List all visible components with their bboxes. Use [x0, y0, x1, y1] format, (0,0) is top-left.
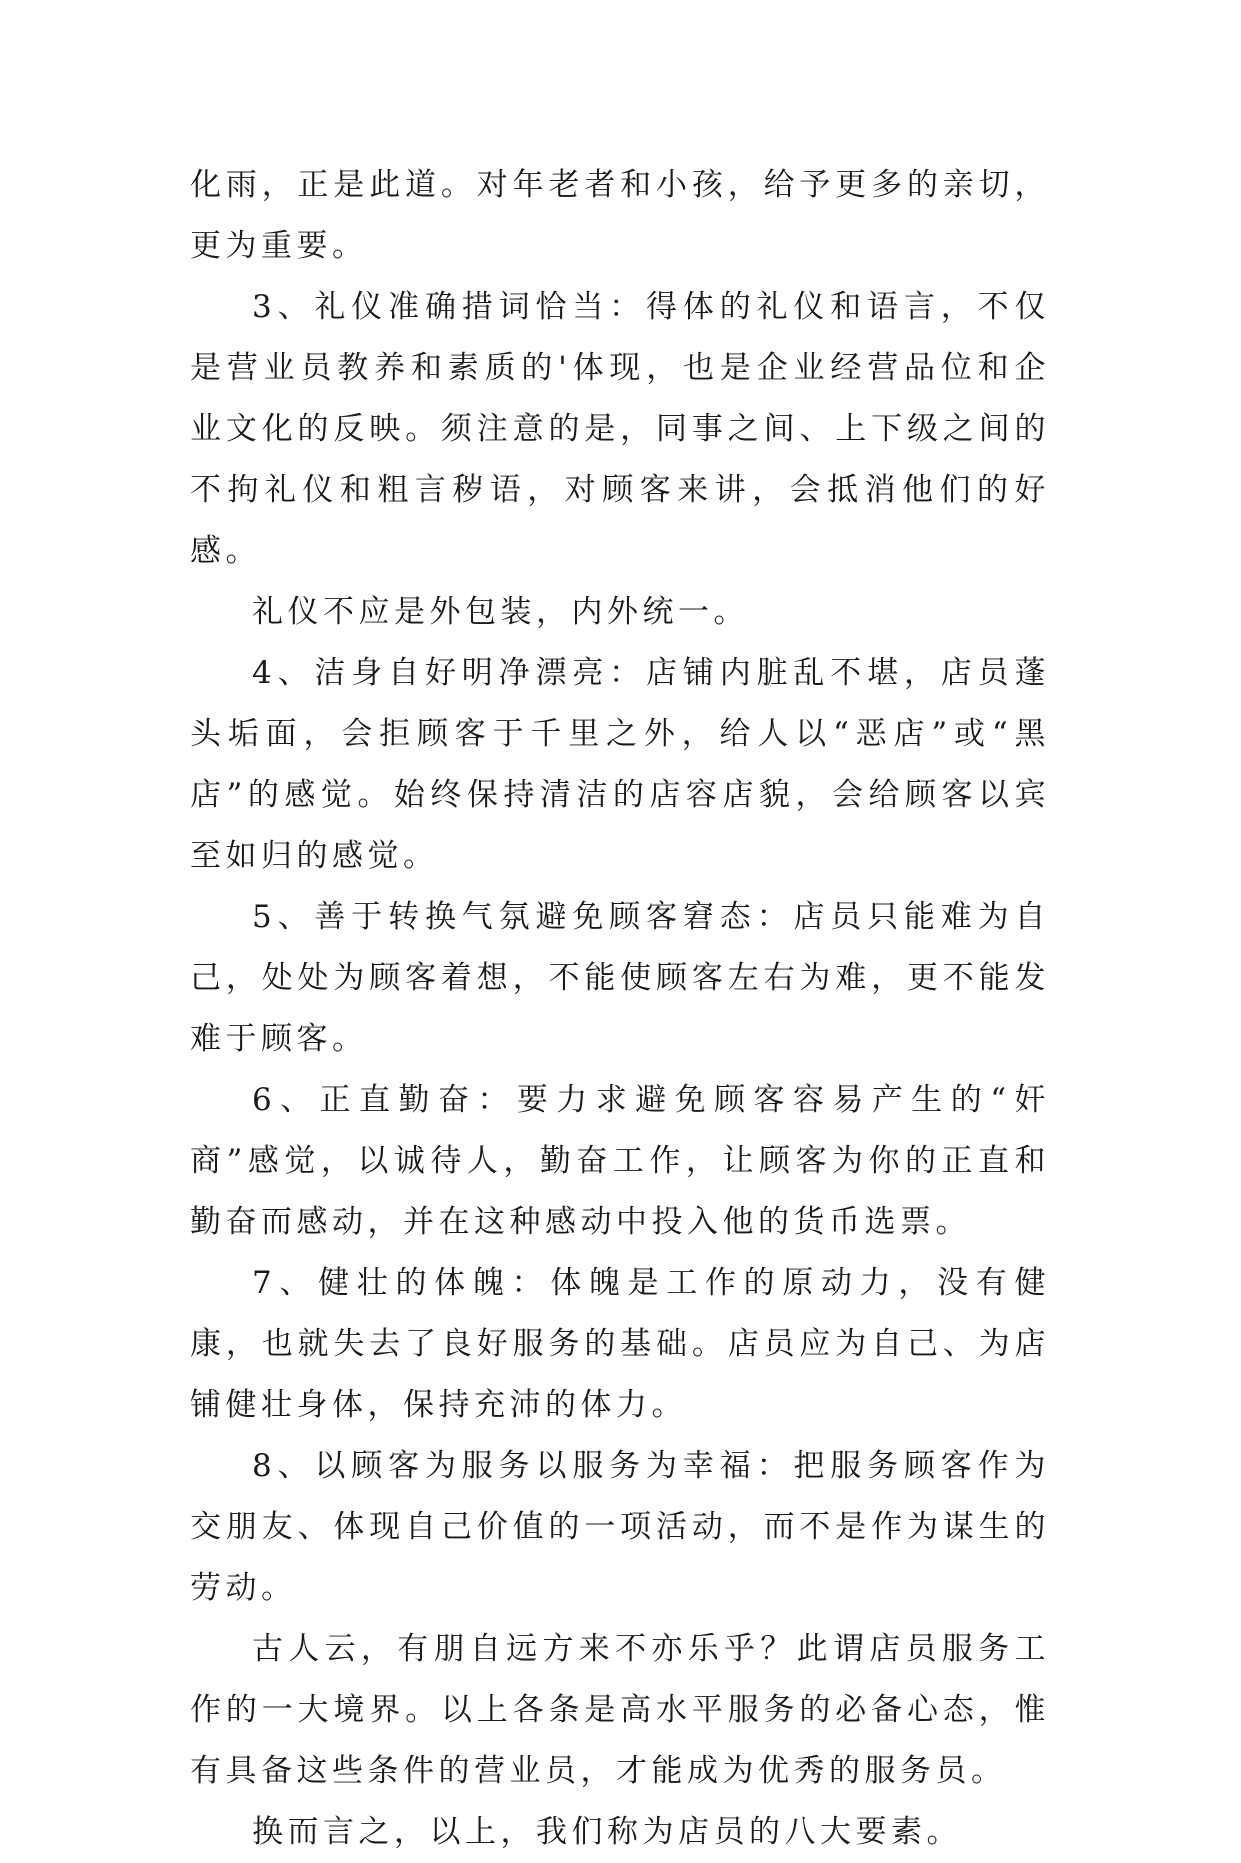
paragraph-summary: 古人云，有朋自远方来不亦乐乎？此谓店员服务工作的一大境界。以上各条是高水平服务的必备心态，惟有具备这些条件的营业员，才能成为优秀的服务员。: [190, 1631, 1050, 1789]
paragraph-etiquette-note: 礼仪不应是外包装，内外统一。: [252, 594, 749, 630]
paragraph-health: 7、健壮的体魄：体魄是工作的原动力，没有健康，也就失去了良好服务的基础。店员应为自己、为店铺健壮身体，保持充沛的体力。: [190, 1265, 1050, 1423]
paragraph-service: 8、以顾客为服务以服务为幸福：把服务顾客作为交朋友、体现自己价值的一项活动，而不是作为谋生的劳动。: [190, 1448, 1050, 1606]
document-page: [190, 155, 1050, 1863]
paragraph-atmosphere: 5、善于转换气氛避免顾客窘态：店员只能难为自己，处处为顾客着想，不能使顾客左右为难，更不能发难于顾客。: [190, 899, 1050, 1057]
paragraph-conclusion: 换而言之，以上，我们称为店员的八大要素。: [252, 1814, 962, 1850]
paragraph-integrity: 6、正直勤奋：要力求避免顾客容易产生的“奸商”感觉，以诚待人，勤奋工作，让顾客为你的正直和勤奋而感动，并在这种感动中投入他的货币选票。: [190, 1082, 1050, 1240]
paragraph-etiquette: 3、礼仪准确措词恰当：得体的礼仪和语言，不仅是营业员教养和素质的'体现，也是企业经营品位和企业文化的反映。须注意的是，同事之间、上下级之间的不拘礼仪和粗言秽语，对顾客来讲，会抵消他们的好感。: [190, 289, 1050, 569]
paragraph-continuation: 化雨，正是此道。对年老者和小孩，给予更多的亲切，更为重要。: [190, 167, 1050, 264]
paragraph-cleanliness: 4、洁身自好明净漂亮：店铺内脏乱不堪，店员蓬头垢面，会拒顾客于千里之外，给人以“恶店”或“黑店”的感觉。始终保持清洁的店容店貌，会给顾客以宾至如归的感觉。: [190, 655, 1050, 874]
